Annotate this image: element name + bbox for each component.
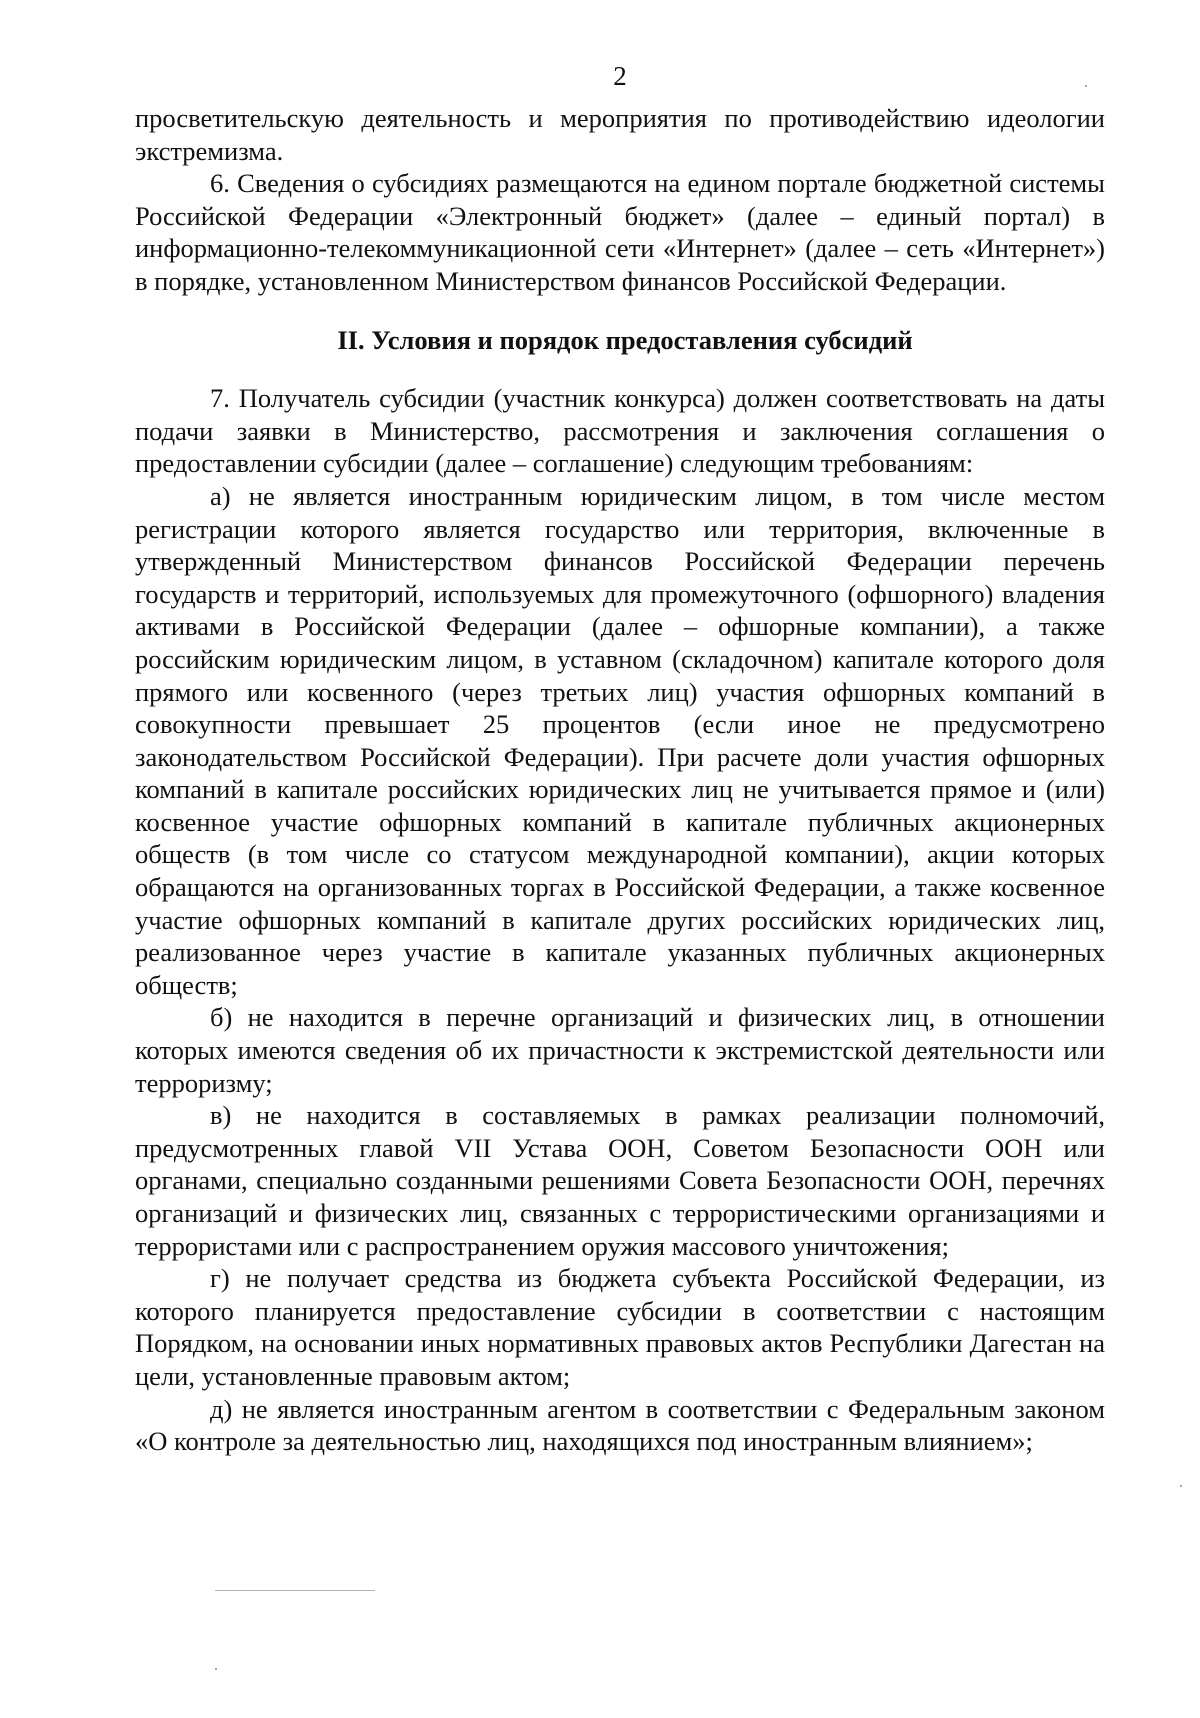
paragraph-7v: в) не находится в составляемых в рамках реализации полномочий, предусмотренных главой VII Устава ООН, Советом Безопасности ООН или органами, специально созданными решениями Совета Безопасности ООН, перечнях организаций и физических лиц, связанных с террористическими организациями и террористами или с распространением оружия массового уничтожения; xyxy=(135,1100,1105,1261)
section-heading: II. Условия и порядок предоставления субсидий xyxy=(337,324,913,355)
paragraph-7: 7. Получатель субсидии (участник конкурса) должен соответствовать на даты подачи заявки в Министерство, рассмотрения и заключения соглашения о предоставлении субсидии (далее – соглашение) следующим требованиям: xyxy=(135,383,1105,479)
document-body xyxy=(135,102,1105,1458)
paragraph-7b: б) не находится в перечне организаций и физических лиц, в отношении которых имеются сведения об их причастности к экстремистской деятельности или терроризму; xyxy=(135,1002,1105,1098)
scan-artifact-speck xyxy=(1180,1485,1182,1487)
page-number: 2 xyxy=(613,61,627,91)
paragraph-6: 6. Сведения о субсидиях размещаются на едином портале бюджетной системы Российской Федерации «Электронный бюджет» (далее – единый портал) в информационно-телекоммуникационной сети «Интернет» (далее – сеть «Интернет») в порядке, установленном Министерством финансов Российской Федерации. xyxy=(135,168,1105,296)
paragraph-7g: г) не получает средства из бюджета субъекта Российской Федерации, из которого планируется предоставление субсидии в соответствии с настоящим Порядком, на основании иных нормативных правовых актов Республики Дагестан на цели, установленные правовым актом; xyxy=(135,1263,1105,1391)
scan-artifact-speck xyxy=(1085,85,1087,87)
paragraph-7d: д) не является иностранным агентом в соответствии с Федеральным законом «О контроле за деятельностью лиц, находящихся под иностранным влиянием»; xyxy=(135,1393,1105,1457)
paragraph-7a: а) не является иностранным юридическим лицом, в том числе местом регистрации которого является государство или территория, включенные в утвержденный Министерством финансов Российской Федерации перечень государств и территорий, используемых для промежуточного (офшорного) владения активами в Российской Федерации (далее – офшорные компании), а также российским юридическим лицом, в уставном (складочном) капитале которого доля прямого или косвенного (через третьих лиц) участия офшорных компаний в совокупности превышает 25 процентов (если иное не предусмотрено законодательством Российской Федерации). При расчете доли участия офшорных компаний в капитале российских юридических лиц не учитывается прямое и (или) косвенное участие офшорных компаний в капитале публичных акционерных обществ (в том числе со статусом международной компании), акции которых обращаются на организованных торгах в Российской Федерации, а также косвенное участие офшорных компаний в капитале других российских юридических лиц, реализованное через участие в капитале указанных публичных акционерных обществ; xyxy=(135,480,1105,1000)
scan-artifact-line xyxy=(215,1590,375,1591)
paragraph-intro-continuation: просветительскую деятельность и мероприятия по противодействию идеологии экстремизма. xyxy=(135,103,1105,166)
scan-artifact-speck xyxy=(215,1668,217,1670)
